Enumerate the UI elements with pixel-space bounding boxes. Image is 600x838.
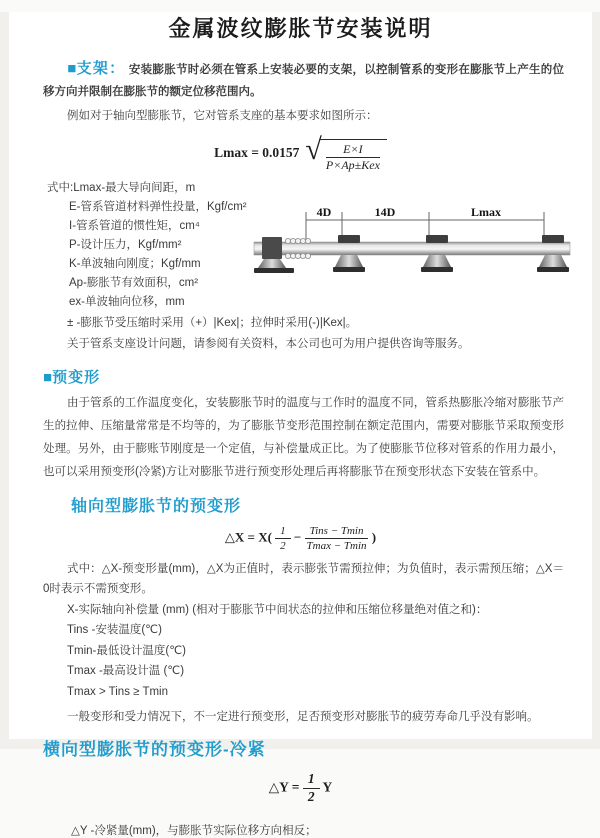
definition-item: ex-单波轴向位移，mm bbox=[69, 296, 185, 309]
definition-item: E-管系管道材料弹性投量，Kgf/cm² bbox=[69, 201, 247, 214]
temperature-fraction bbox=[305, 525, 369, 552]
lmax-formula bbox=[9, 135, 592, 172]
support-section-lead bbox=[43, 58, 564, 103]
half-fraction bbox=[303, 772, 320, 805]
lateral-predeform-formula bbox=[9, 772, 592, 805]
temperature-denominator: Tmax − Tmin bbox=[306, 540, 367, 553]
minus-sign: − bbox=[293, 529, 302, 545]
axial-t-definition: Tmin-最低设计温度(℃) bbox=[67, 644, 186, 657]
lateral-predeform-subheading: 横向型膨胀节的预变形-冷紧 bbox=[43, 740, 266, 760]
definition-where-line: 式中:Lmax-最大导向间距，m bbox=[47, 182, 196, 195]
definition-item: K-单波轴向刚度；Kgf/mm bbox=[69, 258, 201, 271]
support-example-line: 例如对于轴向型膨胀节，它对管系支座的基本要求如图所示： bbox=[67, 110, 378, 122]
section-bullet-icon: ■ bbox=[43, 369, 53, 387]
dim-label-lmax: Lmax bbox=[471, 205, 501, 219]
sqrt-radical-icon: √ bbox=[305, 133, 322, 166]
axial-predeform-subheading: 轴向型膨胀节的预变形 bbox=[71, 498, 242, 516]
lateral-formula-lhs: △Y = bbox=[268, 779, 300, 795]
axial-predeform-formula bbox=[9, 525, 592, 552]
lmax-fraction-numerator: E×I bbox=[326, 143, 380, 158]
support-section-heading: 支架： bbox=[76, 60, 126, 77]
predeform-paragraph: 由于管系的工作温度变化，安装膨胀节时的温度与工作时的温度不同，管系热膨胀冷缩对膨胀节产生的拉伸、压缩量常常是不均等的，为了膨胀节变形范围控制在额定范围内，需要对膨胀节采取预变形处理。另外，由于膨账节刚度是一个定值，与补偿量成正比。为了使膨胀节位移对管系的作用力最小，也可以采用预变形(冷紧)方让对膨胀节进行预变形处理后再将膨胀节在预变形状态下安装在管系中。 bbox=[43, 397, 564, 479]
definition-item: I-管系管道的惯性矩，cm⁴ bbox=[69, 220, 200, 233]
axial-t-definition: Tmax -最高设计温 (℃) bbox=[67, 665, 185, 678]
dim-label-14d: 14D bbox=[374, 205, 396, 219]
pipe-support-diagram bbox=[250, 204, 574, 282]
lmax-fraction bbox=[326, 143, 380, 172]
support-intro-text: 安装膨胀节时必须在管系上安装必要的支架，以控制管系的变形在膨胀节上产生的位移方向并限制在膨胀节的额定位移范围内。 bbox=[43, 64, 565, 98]
half-numerator: 1 bbox=[303, 772, 320, 789]
axial-t-definition: Tmax > Tins ≥ Tmin bbox=[67, 685, 168, 698]
lmax-formula-lhs: Lmax = 0.0157 bbox=[214, 144, 300, 160]
axial-where-line: 式中：△X-预变形量(mm)，△X为正值时，表示膨张节需预拉伸；为负值时，表示需预压缩；△X＝0时表示不需预变形。 bbox=[43, 562, 564, 595]
axial-x-definition: X-实际轴向补偿量 (mm) (相对于膨胀节中间状态的拉伸和压缩位移量绝对值之和)： bbox=[67, 603, 488, 616]
plus-minus-note: ± -膨胀节受压缩时采用（+）|Kex|；拉伸时采用(-)|Kex|。 bbox=[67, 317, 358, 330]
page-title: 金属波纹膨胀节安装说明 bbox=[168, 16, 433, 41]
predeform-section-heading bbox=[43, 366, 592, 387]
lateral-formula-rhs: Y bbox=[322, 779, 333, 795]
lmax-fraction-denominator: P×Ap±Kex bbox=[325, 158, 380, 173]
half-numerator: 1 bbox=[275, 525, 291, 539]
document-page bbox=[0, 12, 600, 837]
half-fraction bbox=[275, 525, 291, 552]
axial-formula-rhs: ) bbox=[371, 529, 377, 545]
section-bullet-icon: ■ bbox=[67, 60, 77, 77]
axial-t-definition: Tins -安装温度(℃) bbox=[67, 624, 162, 637]
sqrt-body bbox=[319, 139, 387, 172]
axial-formula-lhs: △X = X( bbox=[224, 529, 272, 545]
pipe bbox=[254, 242, 570, 255]
lateral-note: △Y -冷紧量(mm)，与膨胀节实际位移方向相反； bbox=[71, 824, 317, 837]
definition-item: P-设计压力，Kgf/mm² bbox=[69, 239, 182, 252]
service-note: 关于管系支座设计问题，请参阅有关资料，本公司也可为用户提供咨询等服务。 bbox=[67, 338, 470, 351]
axial-note: 一般变形和受力情况下，不一定进行预变形，足否预变形对膨胀节的疲劳寿命几乎没有影响。 bbox=[67, 711, 539, 724]
sqrt-expression bbox=[305, 135, 386, 172]
definition-item: Ap-膨胀节有效面积，cm² bbox=[69, 277, 199, 290]
temperature-numerator: Tins − Tmin bbox=[305, 525, 369, 539]
half-denominator: 2 bbox=[280, 540, 286, 553]
half-denominator: 2 bbox=[307, 788, 315, 804]
dim-label-4d: 4D bbox=[316, 205, 332, 219]
predeform-heading-label: 预变形 bbox=[52, 369, 101, 387]
